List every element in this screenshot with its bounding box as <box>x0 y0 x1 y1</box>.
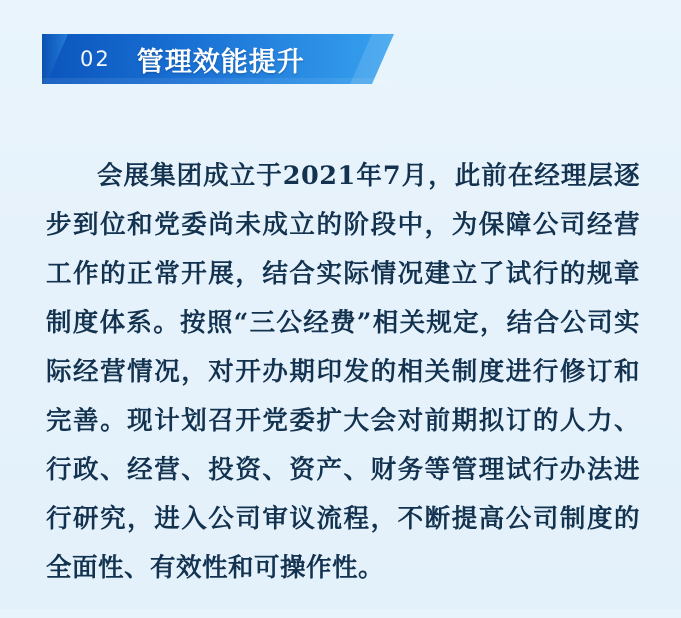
content-area <box>46 126 640 618</box>
section-number: 02 <box>80 47 111 71</box>
body-paragraph: 会展集团成立于2021年7月，此前在经理层逐步到位和党委尚未成立的阶段中，为保障公司经营工作的正常开展，结合实际情况建立了试行的规章制度体系。按照“三公经费”相关规定，结合公司实际经营情况，对开办期印发的相关制度进行修订和完善。现计划召开党委扩大会对前期拟订的人力、行政、经营、投资、资产、财务等管理试行办法进行研究，进入公司审议流程，不断提高公司制度的全面性、有效性和可操作性。 <box>46 160 640 583</box>
section-header-banner <box>42 34 394 84</box>
section-title: 管理效能提升 <box>136 46 305 78</box>
